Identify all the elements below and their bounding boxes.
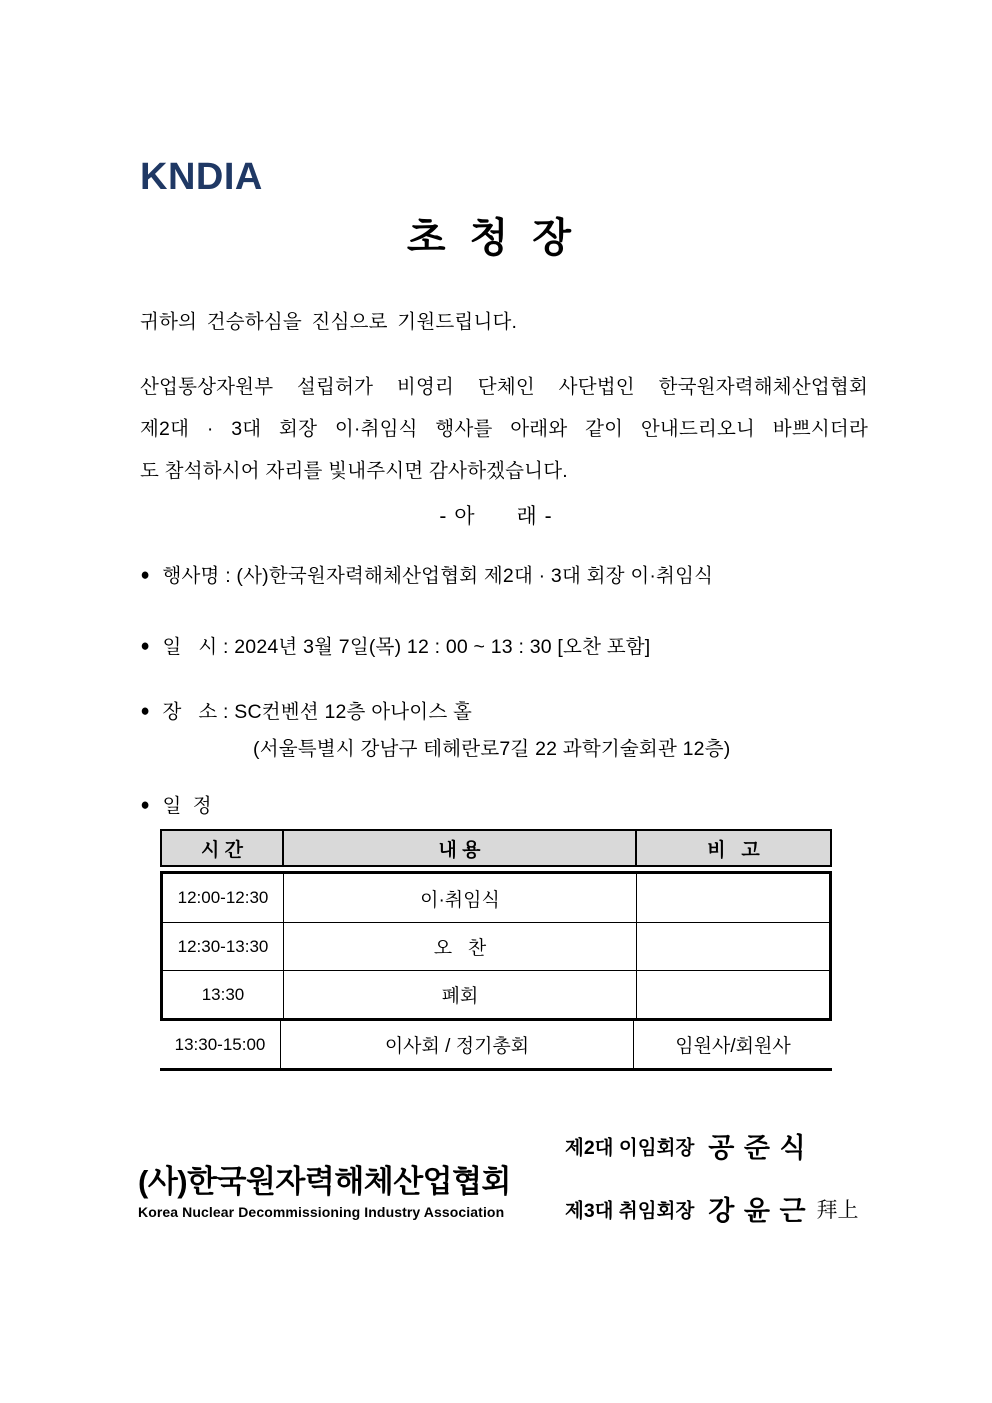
body-line: 제2대 · 3대 회장 이·취임식 행사를 아래와 같이 안내드리오니 바쁘시더라 — [140, 418, 868, 440]
table-row — [160, 1021, 832, 1068]
table-row — [163, 874, 829, 922]
table-row — [163, 970, 829, 1018]
bullet-text: 일 정 — [162, 795, 212, 817]
cell-note — [636, 971, 829, 1018]
schedule-last-row — [160, 1021, 832, 1071]
header-cell-time: 시 간 — [201, 839, 243, 861]
cell-content: 오 찬 — [283, 923, 636, 970]
signature-title: 제2대 이임회장 — [565, 1136, 695, 1159]
bullet-icon: ● — [140, 635, 151, 655]
signature-name: 강 윤 근 — [708, 1196, 807, 1226]
bullet-text: 일 시 : 2024년 3월 7일(목) 12 : 00 ~ 13 : 30 [오찬 포함] — [162, 636, 651, 658]
bullet-schedule — [140, 790, 212, 818]
bullet-icon: ● — [140, 700, 151, 720]
cell-time: 12:00-12:30 — [177, 888, 269, 907]
header-cell-note: 비 고 — [635, 831, 830, 865]
table-row — [163, 922, 829, 970]
signature-suffix: 拜上 — [816, 1198, 859, 1222]
cell-time: 13:30-15:00 — [174, 1034, 266, 1054]
cell-time: 12:30-13:30 — [177, 936, 269, 956]
bullet-date-time — [140, 631, 650, 659]
cell-content: 이사회 / 정기총회 — [280, 1021, 633, 1068]
schedule-body — [160, 871, 832, 1021]
cell-note: 임원사/회원사 — [633, 1021, 832, 1068]
cell-content: 폐회 — [283, 971, 636, 1018]
kndia-logo: KNDIA — [140, 156, 263, 198]
body-line: 산업통상자원부 설립허가 비영리 단체인 사단법인 한국원자력해체산업협회 — [140, 376, 868, 398]
schedule-header-row — [160, 829, 832, 867]
footer-org-logo — [138, 1156, 568, 1220]
location-address: (서울특별시 강남구 테헤란로7길 22 과학기술회관 12층) — [253, 738, 731, 760]
body-paragraph — [140, 366, 868, 492]
bullet-location — [140, 696, 472, 724]
section-divider: - 아 래 - — [439, 505, 553, 528]
org-name-korean: (사)한국원자력해체산업협회 — [138, 1164, 511, 1199]
signature-title: 제3대 취임회장 — [565, 1199, 695, 1222]
bullet-event-name — [140, 560, 713, 588]
signature-incoming-chairman — [565, 1189, 859, 1228]
org-name-english: Korea Nuclear Decommissioning Industry Association — [138, 1204, 505, 1220]
page-title: 초 청 장 — [406, 216, 574, 260]
greeting-text: 귀하의 건승하심을 진심으로 기원드립니다. — [140, 311, 518, 333]
bullet-icon: ● — [140, 794, 151, 814]
schedule-table — [160, 829, 832, 1071]
cell-note — [636, 874, 829, 922]
body-line: 도 참석하시어 자리를 빛내주시면 감사하겠습니다. — [140, 460, 568, 482]
cell-time: 13:30 — [201, 984, 245, 1004]
signature-outgoing-chairman — [565, 1126, 817, 1165]
cell-note — [636, 923, 829, 970]
cell-content: 이·취임식 — [283, 874, 636, 922]
bullet-text: 행사명 : (사)한국원자력해체산업협회 제2대 · 3대 회장 이·취임식 — [162, 565, 714, 587]
signature-name: 공 준 식 — [708, 1133, 807, 1163]
header-cell-content: 내 용 — [282, 831, 635, 865]
bullet-text: 장 소 : SC컨벤션 12층 아나이스 홀 — [162, 701, 473, 723]
bullet-icon: ● — [140, 564, 151, 584]
